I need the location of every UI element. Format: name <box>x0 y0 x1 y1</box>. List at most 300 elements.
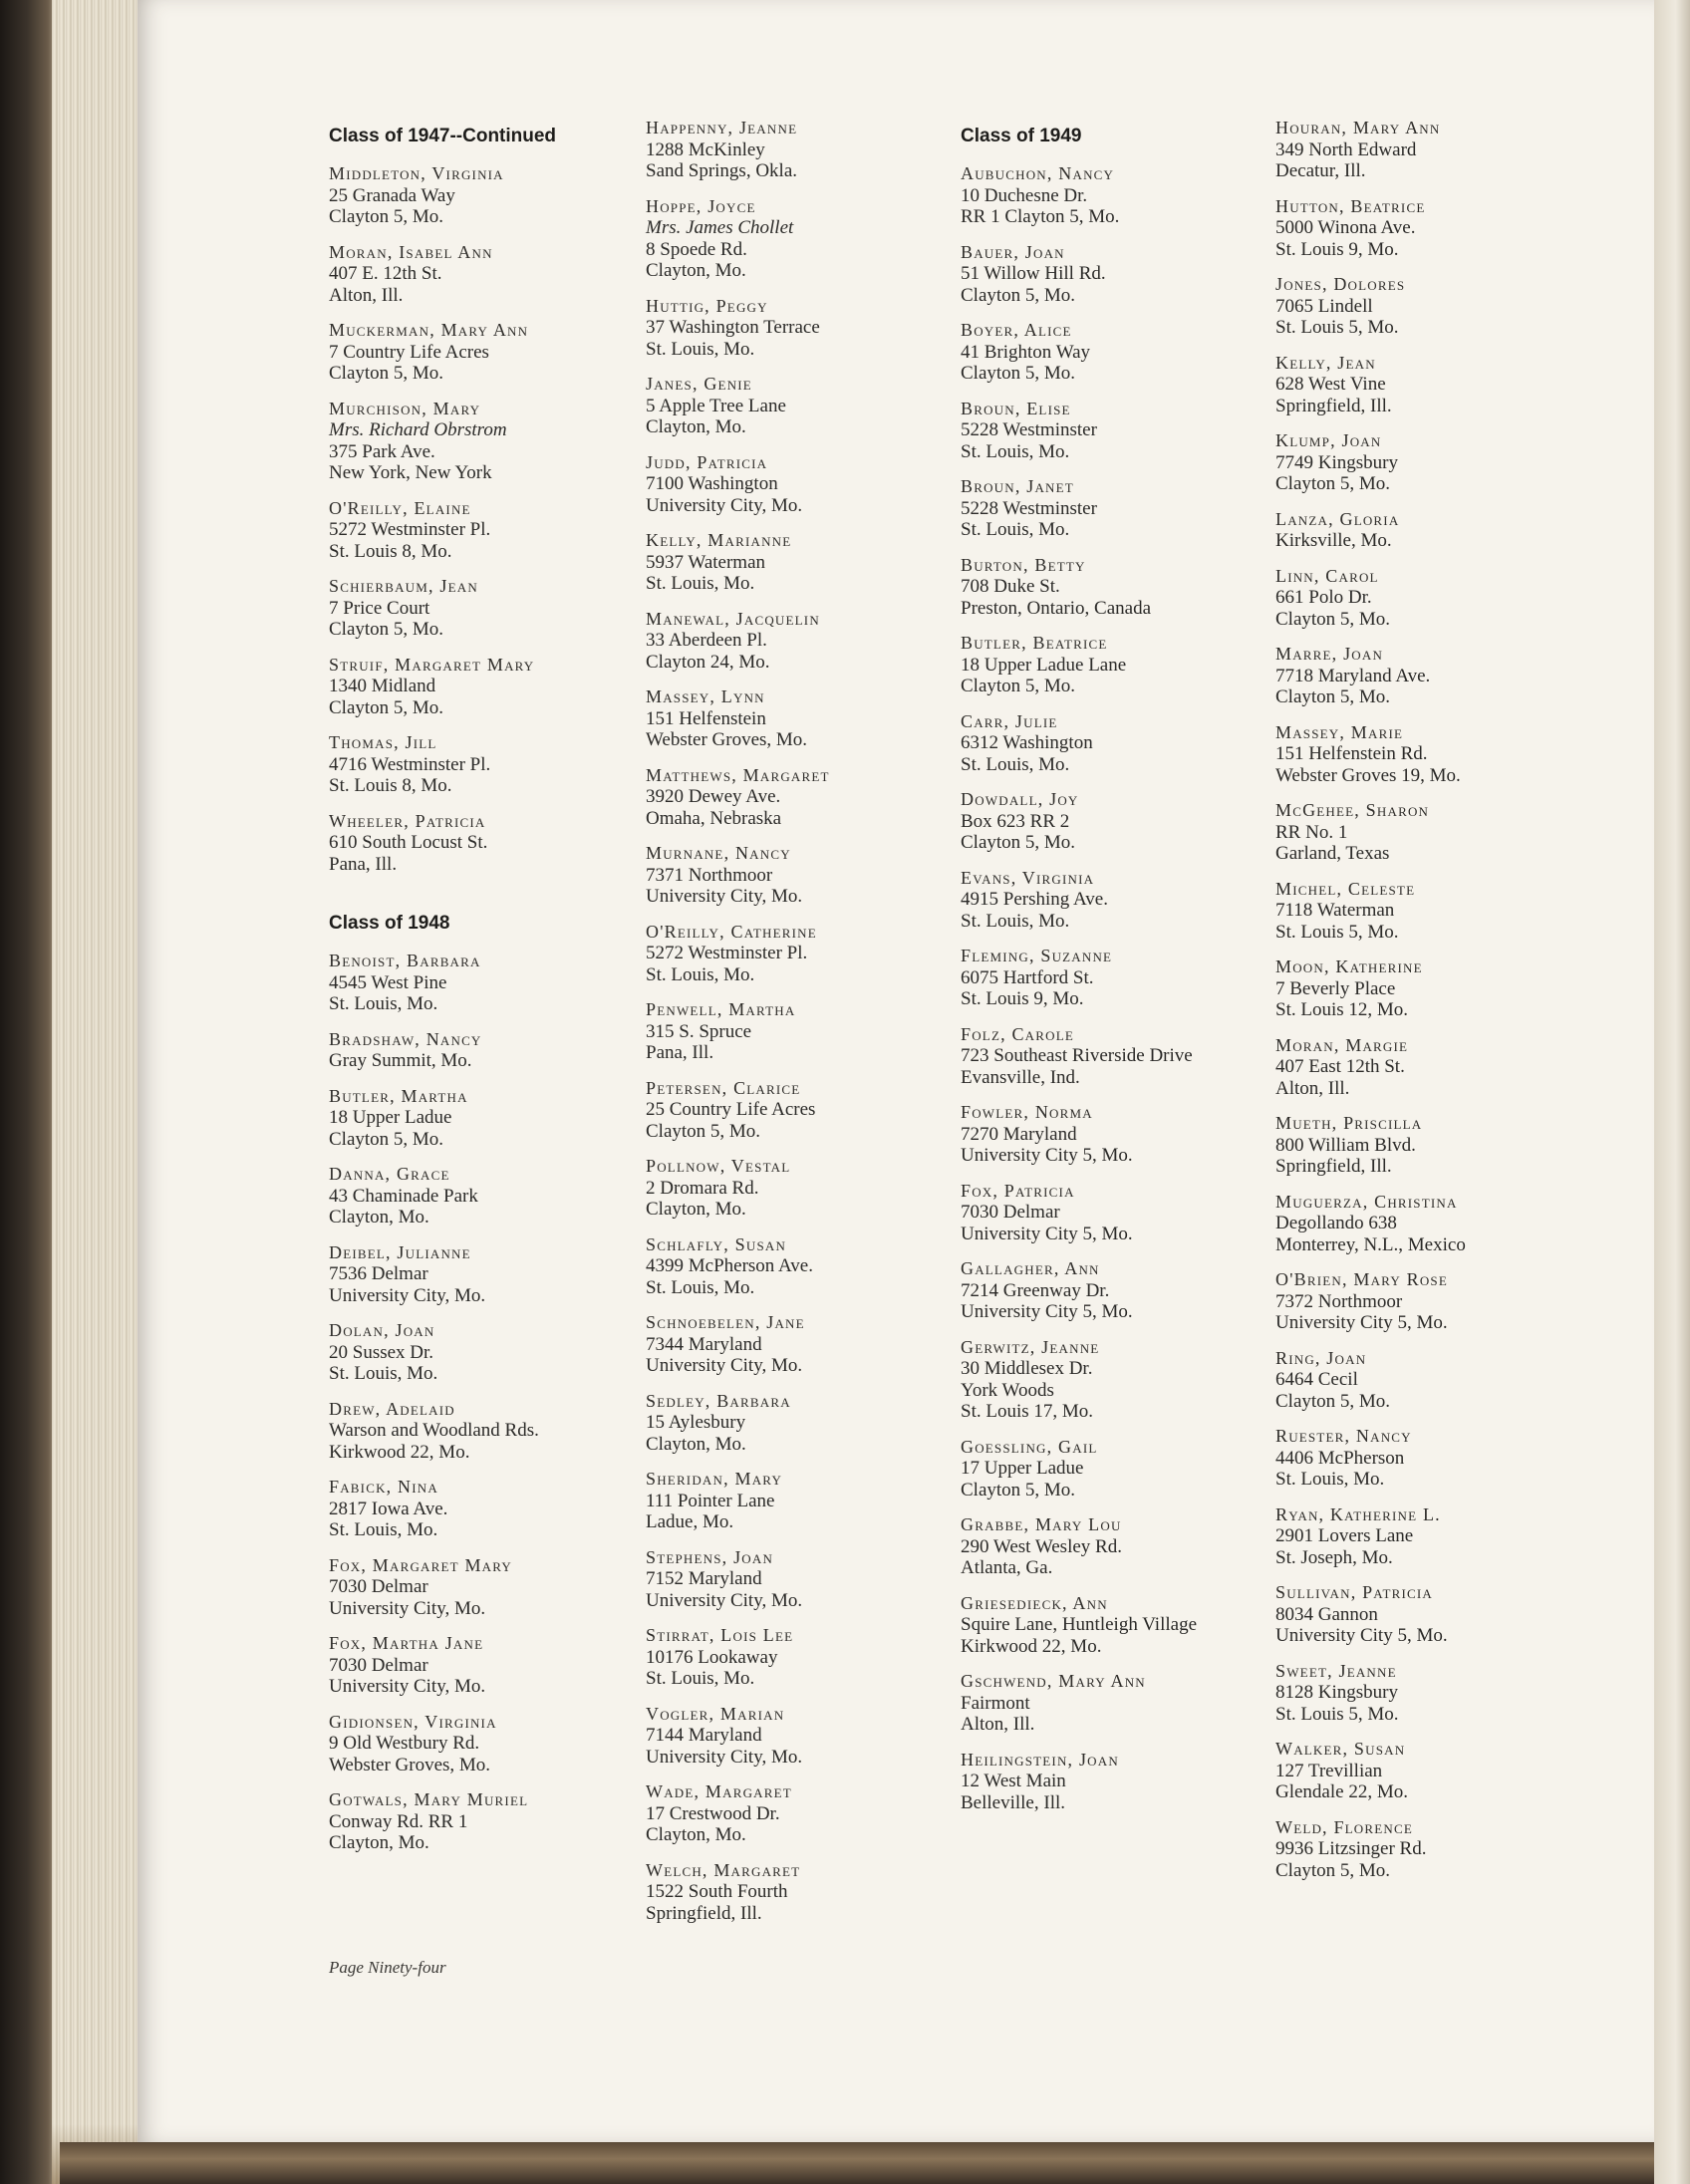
alumna-entry <box>1275 1113 1594 1178</box>
address-line: Sand Springs, Okla. <box>646 160 797 181</box>
address-line: Clayton, Mo. <box>646 1824 746 1845</box>
address-line: University City, Mo. <box>329 1676 486 1697</box>
address-line: Clayton 5, Mo. <box>1275 686 1391 707</box>
address-line: 8128 Kingsbury <box>1275 1682 1398 1703</box>
directory-column-1 <box>329 118 648 1868</box>
address-line: University City 5, Mo. <box>1275 1312 1448 1333</box>
alumna-entry <box>646 1078 965 1143</box>
address-line: 708 Duke St. <box>961 576 1060 597</box>
alumna-name: Evans, Virginia <box>961 867 1095 888</box>
address-line: 7030 Delmar <box>329 1576 428 1597</box>
address-line: 51 Willow Hill Rd. <box>961 263 1106 284</box>
address-line: 2817 Iowa Ave. <box>329 1498 448 1519</box>
address-line: 6312 Washington <box>961 732 1093 753</box>
alumna-name: Moon, Katherine <box>1275 956 1423 976</box>
address-line: 407 East 12th St. <box>1275 1056 1405 1077</box>
address-line: Clayton 5, Mo. <box>961 676 1076 696</box>
address-line: Clayton 5, Mo. <box>961 363 1076 384</box>
address-line: 5272 Westminster Pl. <box>329 519 491 540</box>
alumna-name: Sullivan, Patricia <box>1275 1582 1433 1602</box>
alumna-entry <box>646 1704 965 1769</box>
address-line: Conway Rd. RR 1 <box>329 1810 468 1832</box>
alumna-entry <box>961 1671 1279 1736</box>
alumna-name: Manewal, Jacquelin <box>646 608 820 629</box>
alumna-name: Stirrat, Lois Lee <box>646 1625 794 1645</box>
address-line: 290 West Wesley Rd. <box>961 1535 1122 1557</box>
alumna-name: Vogler, Marian <box>646 1703 785 1724</box>
alumna-name: Dowdall, Joy <box>961 789 1079 809</box>
alumna-entry <box>646 999 965 1064</box>
address-line: Clayton 5, Mo. <box>1275 1859 1391 1881</box>
address-line: Omaha, Nebraska <box>646 807 782 829</box>
alumna-entry <box>646 452 965 517</box>
alumna-entry <box>1275 1739 1594 1803</box>
address-line: Ladue, Mo. <box>646 1511 734 1532</box>
address-line: 151 Helfenstein <box>646 707 766 729</box>
alumna-name: Fox, Patricia <box>961 1180 1075 1201</box>
address-line: St. Louis 12, Mo. <box>1275 999 1409 1020</box>
alumna-name: Broun, Janet <box>961 476 1074 496</box>
address-line: RR 1 Clayton 5, Mo. <box>961 206 1120 227</box>
alumna-entry <box>646 1547 965 1612</box>
alumna-entry <box>1275 274 1594 339</box>
alumna-entry <box>646 1469 965 1533</box>
alumna-entry <box>329 1320 648 1385</box>
directory-column-4 <box>1275 118 1594 1895</box>
address-line: Gray Summit, Mo. <box>329 1050 472 1071</box>
address-line: St. Louis, Mo. <box>961 519 1070 540</box>
alumna-entry <box>646 686 965 751</box>
address-line: Belleville, Ill. <box>961 1791 1066 1813</box>
alumna-name: Linn, Carol <box>1275 565 1379 586</box>
address-line: Squire Lane, Huntleigh Village <box>961 1614 1198 1635</box>
alumna-entry <box>329 1555 648 1620</box>
address-line: St. Louis, Mo. <box>646 573 755 594</box>
address-line: 41 Brighton Way <box>961 341 1091 363</box>
alumna-name: Fox, Margaret Mary <box>329 1554 513 1575</box>
alumna-entry <box>961 868 1279 933</box>
address-line: 43 Chaminade Park <box>329 1185 478 1207</box>
address-line: 2 Dromara Rd. <box>646 1177 759 1199</box>
married-name: Mrs. James Chollet <box>646 217 794 238</box>
alumna-name: Ryan, Katherine L. <box>1275 1503 1441 1524</box>
alumna-entry <box>961 1258 1279 1323</box>
alumna-name: Walker, Susan <box>1275 1739 1406 1759</box>
address-line: 127 Trevillian <box>1275 1760 1383 1781</box>
alumna-entry <box>646 296 965 361</box>
address-line: 25 Country Life Acres <box>646 1099 816 1120</box>
alumna-name: Middleton, Virginia <box>329 163 504 183</box>
address-line: University City, Mo. <box>329 1597 486 1619</box>
address-line: Springfield, Ill. <box>1275 395 1392 416</box>
alumna-name: Bauer, Joan <box>961 241 1065 262</box>
alumna-entry <box>1275 1582 1594 1647</box>
alumna-entry <box>961 1102 1279 1167</box>
address-line: 15 Aylesbury <box>646 1412 746 1433</box>
alumna-entry <box>329 242 648 307</box>
alumna-name: Ruester, Nancy <box>1275 1426 1412 1446</box>
alumna-name: Jones, Dolores <box>1275 274 1406 294</box>
alumna-name: Huttig, Peggy <box>646 295 768 316</box>
address-line: Kirkwood 22, Mo. <box>329 1441 470 1463</box>
address-line: St. Louis 8, Mo. <box>329 775 452 796</box>
alumna-entry <box>646 922 965 986</box>
alumna-entry <box>329 1164 648 1228</box>
address-line: 4716 Westminster Pl. <box>329 753 491 775</box>
alumna-entry <box>329 1477 648 1541</box>
alumna-entry <box>646 1625 965 1690</box>
alumna-entry <box>1275 1348 1594 1413</box>
alumna-entry <box>329 1633 648 1698</box>
address-line: 315 S. Spruce <box>646 1020 752 1042</box>
address-line: 7 Beverly Place <box>1275 977 1396 999</box>
address-line: 6464 Cecil <box>1275 1369 1358 1390</box>
alumna-name: Carr, Julie <box>961 710 1058 731</box>
alumna-name: Griesedieck, Ann <box>961 1592 1108 1613</box>
alumna-entry <box>961 633 1279 697</box>
alumna-entry <box>329 498 648 563</box>
address-line: 1288 McKinley <box>646 138 765 160</box>
address-line: 7718 Maryland Ave. <box>1275 665 1431 686</box>
address-line: 7030 Delmar <box>329 1654 428 1676</box>
married-name: Mrs. Richard Obrstrom <box>329 419 507 440</box>
address-line: 9936 Litzsinger Rd. <box>1275 1838 1427 1859</box>
alumna-name: Deibel, Julianne <box>329 1241 471 1262</box>
alumna-entry <box>329 732 648 797</box>
address-line: University City, Mo. <box>646 1746 803 1768</box>
alumna-name: Kelly, Marianne <box>646 530 792 550</box>
address-line: 7144 Maryland <box>646 1725 762 1746</box>
alumna-entry <box>329 951 648 1015</box>
alumna-entry <box>646 609 965 674</box>
alumna-name: Moran, Isabel Ann <box>329 241 493 262</box>
address-line: St. Louis 17, Mo. <box>961 1401 1094 1422</box>
alumna-name: Schnoebelen, Jane <box>646 1312 805 1332</box>
alumna-name: Butler, Beatrice <box>961 633 1108 653</box>
alumna-name: Fleming, Suzanne <box>961 946 1113 965</box>
alumna-entry <box>646 530 965 595</box>
alumna-entry <box>329 1086 648 1151</box>
alumna-entry <box>961 1593 1279 1658</box>
address-line: 7270 Maryland <box>961 1123 1077 1145</box>
alumna-name: Drew, Adelaid <box>329 1398 455 1419</box>
address-line: 8 Spoede Rd. <box>646 238 747 260</box>
alumna-entry <box>1275 509 1594 552</box>
alumna-name: Fox, Martha Jane <box>329 1633 484 1653</box>
address-line: Clayton, Mo. <box>646 1433 746 1455</box>
address-line: Clayton, Mo. <box>646 416 746 437</box>
address-line: 111 Pointer Lane <box>646 1490 775 1511</box>
alumna-entry <box>1275 196 1594 261</box>
address-line: Glendale 22, Mo. <box>1275 1781 1408 1802</box>
address-line: 18 Upper Ladue Lane <box>961 654 1127 676</box>
alumna-entry <box>646 1234 965 1299</box>
address-line: Warson and Woodland Rds. <box>329 1420 539 1441</box>
alumna-name: Hutton, Beatrice <box>1275 195 1426 216</box>
address-line: Webster Groves, Mo. <box>646 729 808 750</box>
next-page-edge <box>1654 0 1690 2184</box>
address-line: Webster Groves, Mo. <box>329 1754 491 1775</box>
address-line: St. Louis, Mo. <box>961 440 1070 462</box>
alumna-entry <box>1275 1504 1594 1569</box>
address-line: 20 Sussex Dr. <box>329 1341 434 1363</box>
alumna-entry <box>1275 430 1594 495</box>
address-line: 4399 McPherson Ave. <box>646 1255 813 1276</box>
address-line: 10176 Lookaway <box>646 1646 778 1668</box>
alumna-name: Fowler, Norma <box>961 1102 1093 1122</box>
address-line: Springfield, Ill. <box>1275 1156 1392 1177</box>
address-line: 5 Apple Tree Lane <box>646 395 786 416</box>
directory-column-3 <box>961 118 1279 1827</box>
address-line: 5272 Westminster Pl. <box>646 943 808 963</box>
address-line: 800 William Blvd. <box>1275 1134 1416 1156</box>
address-line: Kirkwood 22, Mo. <box>961 1635 1102 1657</box>
alumna-name: Ring, Joan <box>1275 1347 1367 1368</box>
book-binding <box>0 0 60 2184</box>
alumna-name: Murnane, Nancy <box>646 843 791 863</box>
alumna-entry <box>961 1337 1279 1423</box>
alumna-name: Moran, Margie <box>1275 1034 1409 1055</box>
alumna-name: Gotwals, Mary Muriel <box>329 1789 529 1809</box>
alumna-entry <box>961 399 1279 463</box>
alumna-entry <box>646 1391 965 1456</box>
address-line: St. Louis, Mo. <box>961 753 1070 775</box>
alumna-name: Schierbaum, Jean <box>329 576 478 596</box>
alumna-name: Weld, Florence <box>1275 1816 1414 1837</box>
address-line: St. Louis, Mo. <box>1275 1469 1385 1490</box>
alumna-name: Matthews, Margaret <box>646 764 830 785</box>
address-line: Alton, Ill. <box>961 1714 1035 1735</box>
alumna-name: Welch, Margaret <box>646 1859 801 1880</box>
address-line: 5228 Westminster <box>961 497 1097 519</box>
address-line: 5937 Waterman <box>646 551 766 573</box>
address-line: 349 North Edward <box>1275 138 1417 160</box>
alumna-entry <box>961 242 1279 307</box>
alumna-entry <box>1275 722 1594 787</box>
alumna-name: Benoist, Barbara <box>329 951 481 970</box>
address-line: 7 Country Life Acres <box>329 341 489 363</box>
alumna-name: Struif, Margaret Mary <box>329 654 535 675</box>
address-line: 723 Southeast Riverside Drive <box>961 1045 1193 1066</box>
alumna-entry <box>961 320 1279 385</box>
alumna-name: Folz, Carole <box>961 1023 1075 1044</box>
alumna-entry <box>1275 800 1594 865</box>
alumna-entry <box>329 1399 648 1464</box>
address-line: 18 Upper Ladue <box>329 1107 452 1128</box>
directory-column-2 <box>646 118 965 1938</box>
address-line: University City, Mo. <box>646 1355 803 1376</box>
address-line: Springfield, Ill. <box>646 1902 762 1924</box>
alumna-entry <box>1275 353 1594 417</box>
alumna-entry <box>329 163 648 228</box>
alumna-name: Thomas, Jill <box>329 732 437 752</box>
address-line: 4545 West Pine <box>329 971 447 993</box>
alumna-name: Gallagher, Ann <box>961 1258 1100 1278</box>
address-line: Atlanta, Ga. <box>961 1557 1053 1578</box>
alumna-name: Wheeler, Patricia <box>329 810 486 831</box>
address-line: 7372 Northmoor <box>1275 1290 1403 1312</box>
alumna-name: Hoppe, Joyce <box>646 195 756 216</box>
alumna-entry <box>329 399 648 484</box>
address-line: Pana, Ill. <box>646 1042 714 1063</box>
alumna-name: Wade, Margaret <box>646 1781 792 1801</box>
address-line: Kirksville, Mo. <box>1275 530 1392 551</box>
alumna-entry <box>1275 1426 1594 1491</box>
address-line: 7214 Greenway Dr. <box>961 1279 1110 1301</box>
alumna-name: Sheridan, Mary <box>646 1469 783 1489</box>
address-line: 2901 Lovers Lane <box>1275 1525 1414 1546</box>
address-line: 6075 Hartford St. <box>961 966 1094 988</box>
address-line: Clayton, Mo. <box>329 1832 429 1853</box>
address-line: 7152 Maryland <box>646 1568 762 1589</box>
class-heading: Class of 1947--Continued <box>329 126 557 146</box>
page-edges <box>52 0 141 2184</box>
address-line: New York, New York <box>329 462 492 483</box>
class-heading: Class of 1948 <box>329 913 450 934</box>
alumna-entry <box>646 1781 965 1846</box>
address-line: 628 West Vine <box>1275 374 1386 395</box>
alumna-entry <box>961 476 1279 541</box>
alumna-name: McGehee, Sharon <box>1275 800 1430 820</box>
alumna-entry <box>646 843 965 908</box>
address-line: 12 West Main <box>961 1771 1066 1791</box>
address-line: St. Louis 8, Mo. <box>329 540 452 562</box>
alumna-name: Judd, Patricia <box>646 451 768 472</box>
alumna-entry <box>961 1181 1279 1245</box>
address-line: Clayton 5, Mo. <box>329 363 444 384</box>
alumna-entry <box>646 374 965 438</box>
alumna-entry <box>961 163 1279 228</box>
alumna-name: Michel, Celeste <box>1275 878 1416 899</box>
address-line: Fairmont <box>961 1692 1030 1714</box>
address-line: 4406 McPherson <box>1275 1447 1405 1469</box>
address-line: Clayton 5, Mo. <box>329 619 444 640</box>
address-line: Clayton 5, Mo. <box>961 1479 1076 1501</box>
alumna-name: Petersen, Clarice <box>646 1077 801 1098</box>
address-line: Clayton 5, Mo. <box>1275 1390 1391 1412</box>
address-line: Evansville, Ind. <box>961 1066 1080 1088</box>
address-line: Clayton 5, Mo. <box>329 206 444 227</box>
alumna-name: O'Brien, Mary Rose <box>1275 1269 1448 1289</box>
address-line: Webster Groves 19, Mo. <box>1275 764 1461 786</box>
alumna-name: Pollnow, Vestal <box>646 1156 791 1176</box>
alumna-name: Boyer, Alice <box>961 320 1072 340</box>
address-line: Box 623 RR 2 <box>961 810 1070 832</box>
alumna-name: Broun, Elise <box>961 398 1071 418</box>
alumna-entry <box>329 1242 648 1307</box>
address-line: Preston, Ontario, Canada <box>961 597 1152 619</box>
alumna-name: Massey, Lynn <box>646 686 765 706</box>
alumna-name: Butler, Martha <box>329 1085 468 1106</box>
address-line: 25 Granada Way <box>329 184 455 206</box>
alumna-entry <box>646 118 965 182</box>
address-line: St. Louis, Mo. <box>329 1519 438 1540</box>
address-line: University City 5, Mo. <box>961 1301 1133 1322</box>
address-line: St. Louis, Mo. <box>646 1668 755 1689</box>
alumna-name: Grabbe, Mary Lou <box>961 1514 1122 1534</box>
alumna-entry <box>646 1156 965 1221</box>
address-line: Clayton 5, Mo. <box>329 696 444 718</box>
alumna-name: Houran, Mary Ann <box>1275 118 1441 137</box>
address-line: 8034 Gannon <box>1275 1603 1378 1625</box>
address-line: Degollando 638 <box>1275 1213 1397 1233</box>
address-line: 1522 South Fourth <box>646 1881 788 1902</box>
address-line: Decatur, Ill. <box>1275 160 1366 181</box>
alumna-entry <box>1275 566 1594 631</box>
address-line: University City 5, Mo. <box>961 1145 1133 1166</box>
alumna-entry <box>329 1789 648 1854</box>
address-line: St. Louis, Mo. <box>646 1276 755 1298</box>
address-line: 4915 Pershing Ave. <box>961 889 1108 910</box>
address-line: University City 5, Mo. <box>961 1223 1133 1244</box>
address-line: 9 Old Westbury Rd. <box>329 1733 480 1754</box>
address-line: 375 Park Ave. <box>329 440 435 462</box>
alumna-name: Sedley, Barbara <box>646 1390 791 1411</box>
address-line: St. Louis, Mo. <box>646 963 755 985</box>
alumna-name: Fabick, Nina <box>329 1477 438 1497</box>
address-line: Alton, Ill. <box>1275 1077 1350 1099</box>
alumna-name: Marre, Joan <box>1275 644 1384 664</box>
class-heading: Class of 1949 <box>961 126 1082 146</box>
address-line: Clayton 5, Mo. <box>961 284 1076 306</box>
alumna-name: Heilingstein, Joan <box>961 1749 1119 1770</box>
address-line: 33 Aberdeen Pl. <box>646 630 767 651</box>
address-line: 10 Duchesne Dr. <box>961 184 1088 206</box>
address-line: 7100 Washington <box>646 473 778 494</box>
alumna-entry <box>1275 1269 1594 1334</box>
alumna-name: Murchison, Mary <box>329 398 481 418</box>
address-line: 7371 Northmoor <box>646 864 773 886</box>
address-line: 610 South Locust St. <box>329 832 488 853</box>
alumna-name: Sweet, Jeanne <box>1275 1660 1397 1681</box>
address-line: 17 Upper Ladue <box>961 1458 1084 1479</box>
alumna-name: Danna, Grace <box>329 1164 450 1184</box>
alumna-name: Mueth, Priscilla <box>1275 1113 1423 1133</box>
book-bottom-edge <box>60 2142 1690 2184</box>
alumna-name: Muguerza, Christina <box>1275 1191 1458 1212</box>
address-line: University City, Mo. <box>646 1589 803 1611</box>
address-line: Garland, Texas <box>1275 843 1390 864</box>
page-number: Page Ninety-four <box>329 1958 446 1977</box>
alumna-entry <box>1275 1035 1594 1100</box>
alumna-entry <box>961 1024 1279 1089</box>
alumna-name: Kelly, Jean <box>1275 352 1376 373</box>
alumna-name: Gerwitz, Jeanne <box>961 1336 1100 1357</box>
alumna-entry <box>1275 956 1594 1021</box>
address-line: Pana, Ill. <box>329 853 398 875</box>
alumna-entry <box>1275 644 1594 708</box>
alumna-entry <box>961 789 1279 854</box>
address-line: St. Louis, Mo. <box>329 1363 438 1384</box>
alumna-entry <box>961 946 1279 1010</box>
address-line: 37 Washington Terrace <box>646 317 820 338</box>
address-line: 661 Polo Dr. <box>1275 587 1372 608</box>
alumna-entry <box>1275 1661 1594 1726</box>
alumna-name: Happenny, Jeanne <box>646 118 798 137</box>
address-line: 17 Crestwood Dr. <box>646 1802 780 1824</box>
alumna-entry <box>961 1514 1279 1579</box>
address-line: Clayton 5, Mo. <box>329 1128 444 1150</box>
address-line: 5228 Westminster <box>961 419 1097 440</box>
address-line: 7065 Lindell <box>1275 295 1373 317</box>
alumna-entry <box>646 196 965 282</box>
alumna-name: O'Reilly, Elaine <box>329 497 471 518</box>
alumna-name: Janes, Genie <box>646 374 752 394</box>
address-line: RR No. 1 <box>1275 821 1348 843</box>
alumna-entry <box>1275 1192 1594 1256</box>
alumna-entry <box>961 555 1279 620</box>
alumna-entry <box>329 320 648 385</box>
